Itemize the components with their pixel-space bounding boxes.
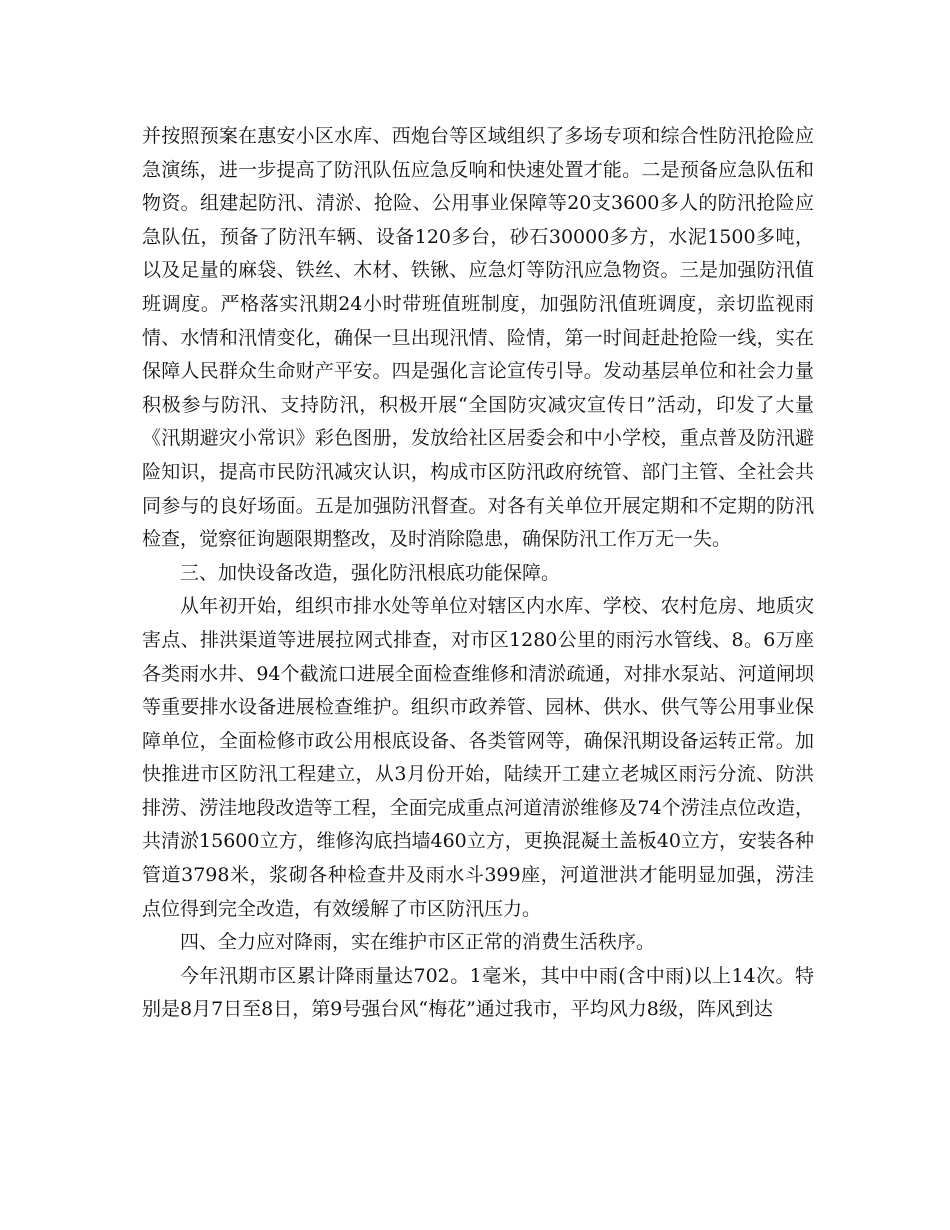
paragraph-4-heading: 四、全力应对降雨，实在维护市区正常的消费生活秩序。 [180, 931, 656, 954]
paragraph-5: 今年汛期市区累计降雨量达702。1毫米，其中中雨(含中雨)以上14次。特别是8月7日至8日，第9号强台风“梅花”通过我市，平均风力8级，阵风到达 [142, 964, 814, 1021]
paragraph-3: 从年初开始，组织市排水处等单位对辖区内水库、学校、农村危房、地质灾害点、排洪渠道等进展拉网式排查，对市区1280公里的雨污水管线、8。6万座各类雨水井、94个截流口进展全面检查维修和清淤疏通，对排水泵站、河道闸坝等重要排水设备进展检查维护。组织市政养管、园林、供水、供气等公用事业保障单位，全面检修市政公用根底设备、各类管网等，确保汛期设备运转正常。加快推进市区防汛工程建立，从3月份开始，陆续开工建立老城区雨污分流、防洪排涝、涝洼地段改造等工程，全面完成重点河道清淤维修及74个涝洼点位改造，共清淤15600立方，维修沟底挡墙460立方，更换混凝土盖板40立方，安装各种管道3798米，浆砌各种检查井及雨水斗399座，河道泄洪才能明显加强，涝洼点位得到完全改造，有效缓解了市区防汛压力。 [142, 595, 814, 920]
paragraph-2-heading: 三、加快设备改造，强化防汛根底功能保障。 [180, 561, 561, 584]
paragraph-1: 并按照预案在惠安小区水库、西炮台等区域组织了多场专项和综合性防汛抢险应急演练，进一步提高了防汛队伍应急反响和快速处置才能。二是预备应急队伍和物资。组建起防汛、清淤、抢险、公用事业保障等20支3600多人的防汛抢险应急队伍，预备了防汛车辆、设备120多台，砂石30000多方，水泥1500多吨，以及足量的麻袋、铁丝、木材、铁锹、应急灯等防汛应急物资。三是加强防汛值班调度。严格落实汛期24小时带班值班制度，加强防汛值班调度，亲切监视雨情、水情和汛情变化，确保一旦出现汛情、险情，第一时间赶赴抢险一线，实在保障人民群众生命财产平安。四是强化言论宣传引导。发动基层单位和社会力量积极参与防汛、支持防汛，积极开展“全国防灾减灾宣传日”活动，印发了大量《汛期避灾小常识》彩色图册，发放给社区居委会和中小学校，重点普及防汛避险知识，提高市民防汛减灾认识，构成市区防汛政府统管、部门主管、全社会共同参与的良好场面。五是加强防汛督查。对各有关单位开展定期和不定期的防汛检查，觉察征询题限期整改，及时消除隐患，确保防汛工作万无一失。 [142, 125, 814, 551]
document-body [142, 120, 814, 1027]
